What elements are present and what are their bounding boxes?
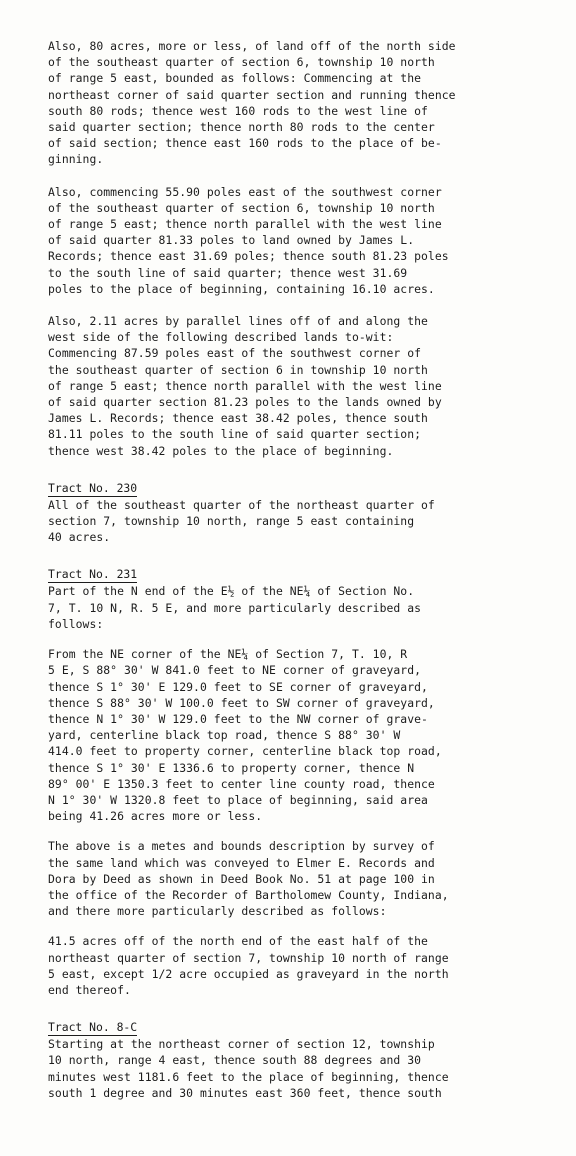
tract-231-intro: Part of the N end of the E½ of the NE¼ of Section No. 7, T. 10 N, R. 5 E, and more particularly described as follows: <box>48 584 422 631</box>
tract-231-heading: Tract No. 231 <box>48 567 138 582</box>
tract-8c-text: Starting at the northeast corner of section 12, township 10 north, range 4 east, thence south 88 degrees and 30 minutes west 1181.6 feet to the place of beginning, thence south 1 degree and 30 minutes east 360 feet, thence south <box>48 1037 449 1100</box>
tract-8c-heading: Tract No. 8-C <box>48 1020 138 1035</box>
paragraph-2-acres: Also, 2.11 acres by parallel lines off of and along the west side of the following described lands to-wit: Commencing 87.59 poles east of the southwest corner of the southeast quarter of section 6 in township 10 north of range 5 east; thence north parallel with the west line of said quarter section 81.23 poles to the lands owned by James L. Records; thence east 38.42 poles, thence south 81.11 poles to the south line of said quarter section; thence west 38.42 poles to the place of beginning. <box>48 314 442 458</box>
tract-231-section <box>48 563 556 998</box>
tract-231-survey: From the NE corner of the NE¼ of Section 7, T. 10, R 5 E, S 88° 30' W 841.0 feet to NE corner of graveyard, thence S 1° 30' E 129.0 feet to SE corner of graveyard, thence S 88° 30' W 100.0 feet to SW corner of graveyard, thence N 1° 30' W 129.0 feet to the NW corner of grave- yard, centerline black top road, thence S 88° 30' W 414.0 feet to property corner, centerline black top road, thence S 1° 30' E 1336.6 to property corner, thence N 89° 00' E 1350.3 feet to center line county road, thence N 1° 30' W 1320.8 feet to place of beginning, said area being 41.26 acres more or less. <box>48 647 442 824</box>
paragraph-16-acres: Also, commencing 55.90 poles east of the southwest corner of the southeast quarter of section 6, township 10 north of range 5 east; thence north parallel with the west line of said quarter 81.33 poles to land owned by James L. Records; thence east 31.69 poles; thence south 81.23 poles to the south line of said quarter; thence west 31.69 poles to the place of beginning, containing 16.10 acres. <box>48 184 449 296</box>
tract-230-heading: Tract No. 230 <box>48 480 138 495</box>
tract-230-text: All of the southeast quarter of the northeast quarter of section 7, township 10 north, range 5 east containing 40 acres. <box>48 497 435 545</box>
tract-8c-section <box>48 1016 556 1101</box>
paragraph-80-acres: Also, 80 acres, more or less, of land off of the north side of the southeast quarter of section 6, township 10 north of range 5 east, bounded as follows: Commencing at the northeast corner of said quarter section and running thence south 80 rods; thence west 160 rods to the west line of said quarter section; thence north 80 rods to the center of said section; thence east 160 rods to the place of be- ginning. <box>48 39 456 167</box>
tract-231-original: 41.5 acres off of the north end of the east half of the northeast quarter of section 7, township 10 north of range 5 east, except 1/2 acre occupied as graveyard in the north end thereof. <box>48 934 449 997</box>
tract-231-note: The above is a metes and bounds description by survey of the same land which was conveyed to Elmer E. Records and Dora by Deed as shown in Deed Book No. 51 at page 100 in the office of the Recorder of Bartholomew County, Indiana, and there more particularly described as follows: <box>48 839 449 919</box>
tract-230-section <box>48 477 556 546</box>
